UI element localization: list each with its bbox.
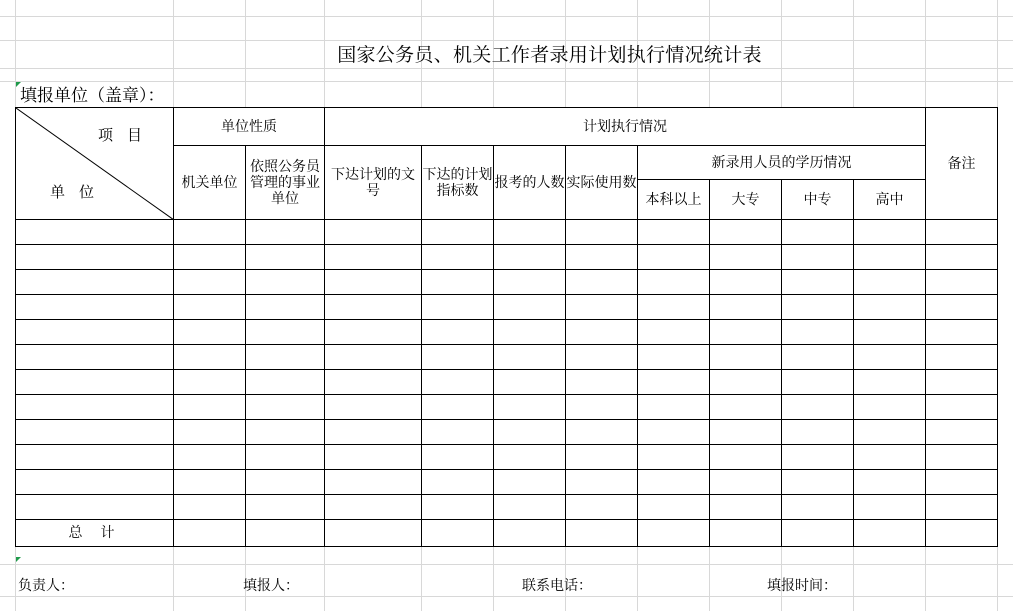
table-cell[interactable] xyxy=(174,370,246,395)
header-remarks: 备注 xyxy=(926,108,998,220)
table-cell[interactable] xyxy=(325,395,422,420)
table-cell[interactable] xyxy=(246,445,325,470)
table-cell[interactable] xyxy=(16,370,174,395)
table-cell[interactable] xyxy=(926,445,998,470)
table-cell[interactable] xyxy=(174,220,246,245)
table-cell[interactable] xyxy=(325,520,422,547)
table-cell[interactable] xyxy=(566,370,638,395)
header-agency: 机关单位 xyxy=(174,146,246,220)
table-cell[interactable] xyxy=(638,220,710,245)
table-cell[interactable] xyxy=(494,520,566,547)
table-cell[interactable] xyxy=(246,495,325,520)
table-cell[interactable] xyxy=(710,295,782,320)
table-cell[interactable] xyxy=(422,270,494,295)
table-cell[interactable] xyxy=(494,320,566,345)
table-cell[interactable] xyxy=(854,420,926,445)
table-cell[interactable] xyxy=(325,420,422,445)
table-row xyxy=(16,270,998,295)
table-cell[interactable] xyxy=(494,420,566,445)
table-cell[interactable] xyxy=(494,220,566,245)
table-cell[interactable] xyxy=(566,495,638,520)
table-cell[interactable] xyxy=(926,520,998,547)
total-label: 总计 xyxy=(16,520,174,547)
table-cell[interactable] xyxy=(494,470,566,495)
table-cell[interactable] xyxy=(854,295,926,320)
table-cell[interactable] xyxy=(325,320,422,345)
table-cell[interactable] xyxy=(246,370,325,395)
table-cell[interactable] xyxy=(16,245,174,270)
diagonal-line xyxy=(16,108,174,220)
table-cell[interactable] xyxy=(246,395,325,420)
table-cell[interactable] xyxy=(16,270,174,295)
table-cell[interactable] xyxy=(926,370,998,395)
statistics-table xyxy=(15,107,998,547)
table-cell[interactable] xyxy=(566,295,638,320)
table-cell[interactable] xyxy=(854,470,926,495)
table-cell[interactable] xyxy=(422,245,494,270)
table-cell[interactable] xyxy=(926,245,998,270)
table-cell[interactable] xyxy=(325,495,422,520)
table-cell[interactable] xyxy=(246,220,325,245)
table-cell[interactable] xyxy=(325,220,422,245)
table-cell[interactable] xyxy=(16,495,174,520)
footer-person-in-charge: 负责人： xyxy=(18,578,74,594)
header-actual-used: 实际使用数 xyxy=(566,146,638,220)
table-row xyxy=(16,320,998,345)
table-cell[interactable] xyxy=(926,495,998,520)
table-cell[interactable] xyxy=(782,445,854,470)
table-cell[interactable] xyxy=(710,345,782,370)
table-cell[interactable] xyxy=(174,445,246,470)
table-cell[interactable] xyxy=(325,445,422,470)
table-cell[interactable] xyxy=(566,245,638,270)
table-cell[interactable] xyxy=(494,270,566,295)
table-cell[interactable] xyxy=(710,445,782,470)
table-cell[interactable] xyxy=(638,520,710,547)
table-cell[interactable] xyxy=(710,395,782,420)
table-cell[interactable] xyxy=(325,295,422,320)
table-row xyxy=(16,420,998,445)
table-row xyxy=(16,245,998,270)
table-cell[interactable] xyxy=(422,320,494,345)
table-cell[interactable] xyxy=(325,270,422,295)
header-edu-college: 大专 xyxy=(710,180,782,220)
reporting-unit-label: 填报单位（盖章）： xyxy=(20,86,165,106)
header-unit-nature: 单位性质 xyxy=(174,108,325,146)
table-cell[interactable] xyxy=(246,470,325,495)
table-row xyxy=(16,295,998,320)
table-cell[interactable] xyxy=(422,295,494,320)
table-cell[interactable] xyxy=(422,345,494,370)
table-cell[interactable] xyxy=(174,345,246,370)
table-cell[interactable] xyxy=(782,270,854,295)
table-cell[interactable] xyxy=(16,345,174,370)
table-cell[interactable] xyxy=(174,295,246,320)
table-cell[interactable] xyxy=(926,220,998,245)
table-cell[interactable] xyxy=(566,445,638,470)
table-cell[interactable] xyxy=(174,395,246,420)
table-cell[interactable] xyxy=(494,395,566,420)
table-cell[interactable] xyxy=(638,345,710,370)
header-public-institution: 依照公务员管理的事业单位 xyxy=(246,146,325,220)
header-plan-quota: 下达的计划指标数 xyxy=(422,146,494,220)
table-cell[interactable] xyxy=(422,445,494,470)
table-cell[interactable] xyxy=(782,320,854,345)
table-cell[interactable] xyxy=(16,445,174,470)
footer-filled-by: 填报人： xyxy=(243,578,299,594)
table-cell[interactable] xyxy=(566,470,638,495)
table-cell[interactable] xyxy=(854,395,926,420)
header-edu-highschool: 高中 xyxy=(854,180,926,220)
table-cell[interactable] xyxy=(422,370,494,395)
table-cell[interactable] xyxy=(494,295,566,320)
table-row xyxy=(16,370,998,395)
table-cell[interactable] xyxy=(246,420,325,445)
table-cell[interactable] xyxy=(638,395,710,420)
gridline xyxy=(0,564,1013,565)
gridline xyxy=(0,596,1013,597)
table-cell[interactable] xyxy=(782,495,854,520)
table-cell[interactable] xyxy=(854,495,926,520)
table-cell[interactable] xyxy=(566,395,638,420)
table-cell[interactable] xyxy=(926,420,998,445)
table-cell[interactable] xyxy=(422,420,494,445)
header-plan-doc-no: 下达计划的文号 xyxy=(325,146,422,220)
table-cell[interactable] xyxy=(926,320,998,345)
table-cell[interactable] xyxy=(246,345,325,370)
table-cell[interactable] xyxy=(710,495,782,520)
table-cell[interactable] xyxy=(638,470,710,495)
table-cell[interactable] xyxy=(325,245,422,270)
table-cell[interactable] xyxy=(16,470,174,495)
table-cell[interactable] xyxy=(926,295,998,320)
table-cell[interactable] xyxy=(325,370,422,395)
table-row xyxy=(16,220,998,245)
table-row xyxy=(16,470,998,495)
table-cell[interactable] xyxy=(638,420,710,445)
table-cell[interactable] xyxy=(638,495,710,520)
table-cell[interactable] xyxy=(16,220,174,245)
table-cell[interactable] xyxy=(422,395,494,420)
footer-phone: 联系电话： xyxy=(522,578,592,594)
table-cell[interactable] xyxy=(16,295,174,320)
gridline xyxy=(0,16,1013,17)
table-cell[interactable] xyxy=(174,420,246,445)
table-row xyxy=(16,495,998,520)
corner-label-unit: 单位 xyxy=(50,183,109,201)
table-cell[interactable] xyxy=(638,245,710,270)
table-cell[interactable] xyxy=(782,295,854,320)
table-cell[interactable] xyxy=(854,445,926,470)
table-cell[interactable] xyxy=(566,420,638,445)
table-cell[interactable] xyxy=(566,520,638,547)
table-cell[interactable] xyxy=(422,495,494,520)
table-cell[interactable] xyxy=(854,520,926,547)
table-cell[interactable] xyxy=(782,370,854,395)
table-cell[interactable] xyxy=(854,345,926,370)
table-cell[interactable] xyxy=(926,345,998,370)
table-cell[interactable] xyxy=(494,495,566,520)
table-cell[interactable] xyxy=(494,245,566,270)
table-cell[interactable] xyxy=(16,420,174,445)
table-cell[interactable] xyxy=(638,445,710,470)
table-cell[interactable] xyxy=(325,470,422,495)
table-cell[interactable] xyxy=(638,320,710,345)
table-cell[interactable] xyxy=(174,470,246,495)
corner-diagonal-header xyxy=(16,108,174,220)
table-cell[interactable] xyxy=(710,320,782,345)
table-cell[interactable] xyxy=(325,345,422,370)
table-cell[interactable] xyxy=(246,295,325,320)
cell-comment-marker xyxy=(16,557,21,562)
table-cell[interactable] xyxy=(854,220,926,245)
table-cell[interactable] xyxy=(638,370,710,395)
table-cell[interactable] xyxy=(566,270,638,295)
table-cell[interactable] xyxy=(926,470,998,495)
corner-label-item: 项目 xyxy=(98,126,157,144)
table-cell[interactable] xyxy=(174,520,246,547)
table-cell[interactable] xyxy=(854,320,926,345)
table-cell[interactable] xyxy=(854,370,926,395)
table-cell[interactable] xyxy=(246,520,325,547)
table-cell[interactable] xyxy=(854,270,926,295)
table-cell[interactable] xyxy=(246,245,325,270)
sheet-title: 国家公务员、机关工作者录用计划执行情况统计表 xyxy=(337,44,762,66)
table-cell[interactable] xyxy=(710,270,782,295)
table-row xyxy=(16,345,998,370)
table-cell[interactable] xyxy=(710,520,782,547)
table-cell[interactable] xyxy=(174,320,246,345)
table-cell[interactable] xyxy=(174,245,246,270)
table-cell[interactable] xyxy=(566,320,638,345)
table-cell[interactable] xyxy=(926,270,998,295)
table-cell[interactable] xyxy=(16,395,174,420)
table-cell[interactable] xyxy=(710,420,782,445)
table-cell[interactable] xyxy=(422,220,494,245)
table-cell[interactable] xyxy=(782,220,854,245)
footer-fill-time: 填报时间： xyxy=(767,578,837,594)
table-row xyxy=(16,395,998,420)
gridline xyxy=(0,81,1013,82)
header-edu-secondary: 中专 xyxy=(782,180,854,220)
table-cell[interactable] xyxy=(638,270,710,295)
table-cell[interactable] xyxy=(710,220,782,245)
table-cell[interactable] xyxy=(854,245,926,270)
table-cell[interactable] xyxy=(494,370,566,395)
table-cell[interactable] xyxy=(782,420,854,445)
gridline xyxy=(0,68,1013,69)
header-education: 新录用人员的学历情况 xyxy=(638,146,926,180)
table-cell[interactable] xyxy=(494,345,566,370)
gridline xyxy=(0,40,1013,41)
header-edu-bachelor: 本科以上 xyxy=(638,180,710,220)
table-cell[interactable] xyxy=(782,245,854,270)
table-cell[interactable] xyxy=(782,520,854,547)
table-cell[interactable] xyxy=(174,495,246,520)
table-cell[interactable] xyxy=(246,270,325,295)
table-cell[interactable] xyxy=(422,520,494,547)
table-cell[interactable] xyxy=(494,445,566,470)
table-cell[interactable] xyxy=(566,345,638,370)
table-cell[interactable] xyxy=(782,395,854,420)
table-cell[interactable] xyxy=(638,295,710,320)
table-cell[interactable] xyxy=(710,470,782,495)
header-plan-execution: 计划执行情况 xyxy=(325,108,926,146)
table-row xyxy=(16,445,998,470)
table-cell[interactable] xyxy=(174,270,246,295)
table-cell[interactable] xyxy=(926,395,998,420)
table-cell[interactable] xyxy=(246,320,325,345)
header-applicants: 报考的人数 xyxy=(494,146,566,220)
table-cell[interactable] xyxy=(16,320,174,345)
table-cell[interactable] xyxy=(782,345,854,370)
table-cell[interactable] xyxy=(782,470,854,495)
table-cell[interactable] xyxy=(566,220,638,245)
table-cell[interactable] xyxy=(710,245,782,270)
table-cell[interactable] xyxy=(710,370,782,395)
table-cell[interactable] xyxy=(422,470,494,495)
